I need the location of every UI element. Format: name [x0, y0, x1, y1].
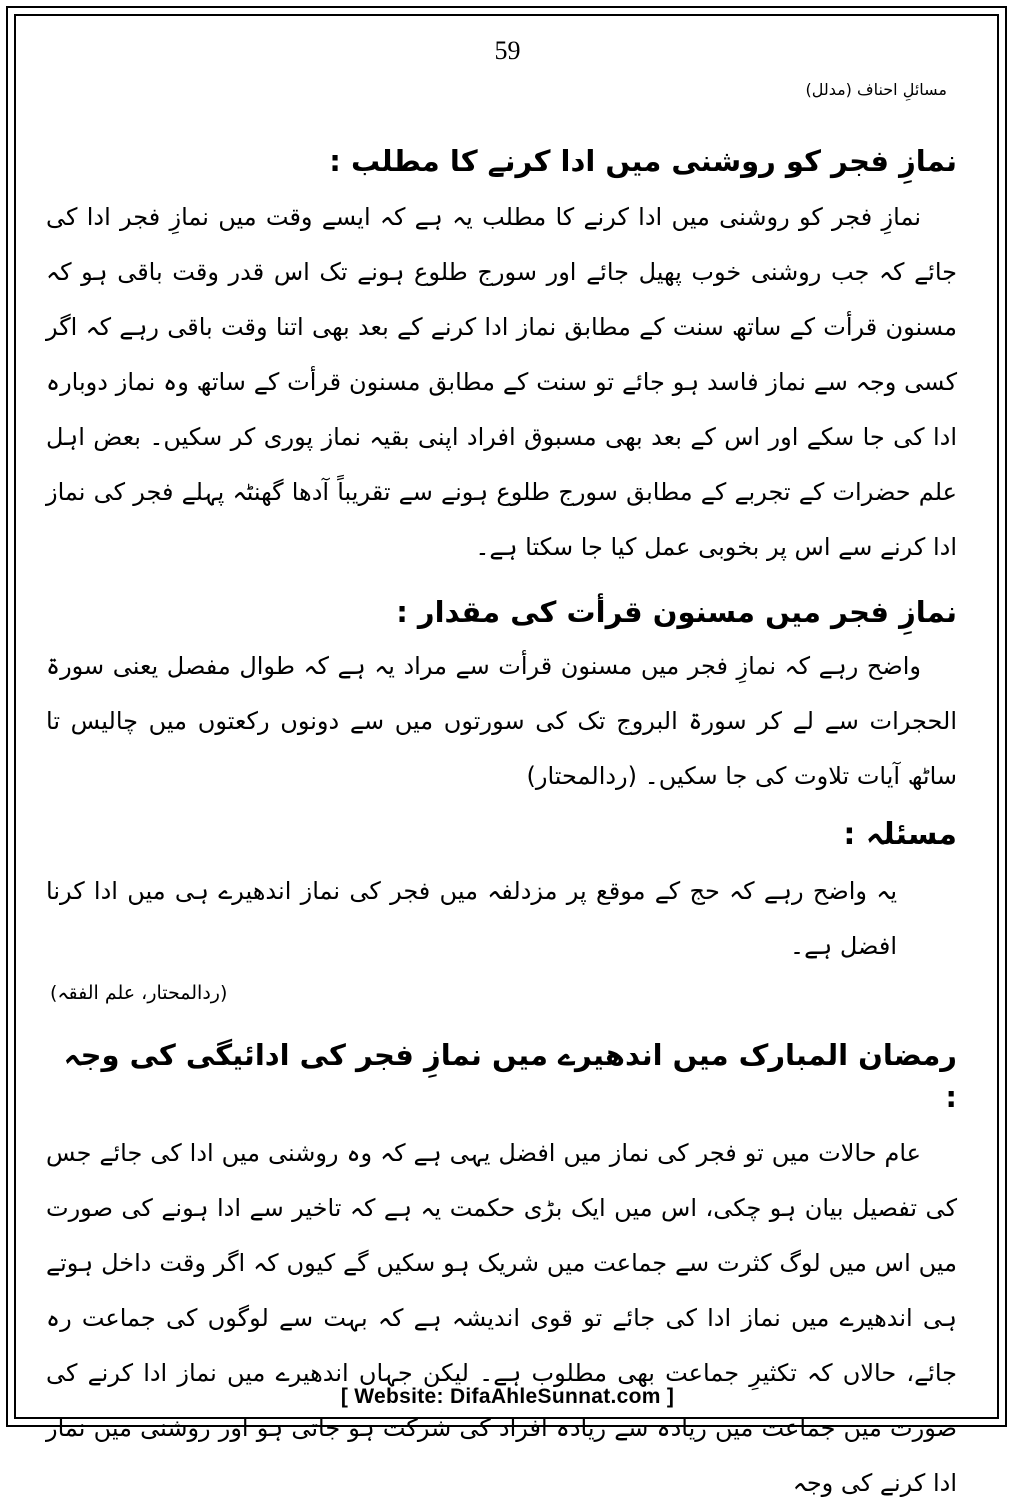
page-number: 59: [494, 36, 521, 65]
section-heading-ramadan-fajr: رمضان المبارک میں اندھیرے میں نمازِ فجر کی ادائیگی کی وجہ :: [63, 1038, 957, 1114]
citation-masala: (ردالمحتار، علم الفقہ): [50, 982, 228, 1004]
website-footer: [ Website: DifaAhleSunnat.com ]: [340, 1385, 675, 1408]
paragraph-fajr-meaning: نمازِ فجر کو روشنی میں ادا کرنے کا مطلب یہ ہے کہ ایسے وقت میں نمازِ فجر ادا کی جائے کہ جب روشنی خوب پھیل جائے اور سورج طلوع ہونے تک اس قدر وقت باقی ہو کہ مسنون قرأت کے ساتھ سنت کے مطابق نماز ادا کرنے کے بعد بھی اتنا وقت باقی رہے کہ اگر کسی وجہ سے نماز فاسد ہو جائے تو سنت کے مطابق مسنون قرأت کے ساتھ وہ نماز دوبارہ ادا کی جا سکے اور اس کے بعد بھی مسبوق افراد اپنی بقیہ نماز پوری کر سکیں۔ بعض اہل علم حضرات کے تجربے کے مطابق سورج طلوع ہونے سے تقریباً آدھا گھنٹہ پہلے فجر کی نماز ادا کرنے سے اس پر بخوبی عمل کیا جا سکتا ہے۔: [46, 203, 957, 561]
page-content: [46, 140, 957, 1511]
running-header: مسائلِ احناف (مدلل): [805, 80, 947, 99]
section-heading-fajr-meaning: نمازِ فجر کو روشنی میں ادا کرنے کا مطلب :: [329, 144, 957, 178]
paragraph-masala: یہ واضح رہے کہ حج کے موقع پر مزدلفہ میں فجر کی نماز اندھیرے ہی میں ادا کرنا افضل ہے۔: [46, 877, 897, 960]
section-heading-masala: مسئلہ :: [843, 817, 957, 852]
section-heading-recitation-amount: نمازِ فجر میں مسنون قرأت کی مقدار :: [396, 595, 957, 629]
paragraph-ramadan-fajr: عام حالات میں تو فجر کی نماز میں افضل یہی ہے کہ وہ روشنی میں ادا کی جائے جس کی تفصیل بیان ہو چکی، اس میں ایک بڑی حکمت یہ ہے کہ تاخیر سے ادا ہونے کی صورت میں اس میں لوگ کثرت سے جماعت میں شریک ہو سکیں گے کیوں کہ اگر وقت داخل ہوتے ہی اندھیرے میں نماز ادا کی جائے تو قوی اندیشہ ہے کہ بہت سے لوگوں کی جماعت رہ جائے، حالاں کہ تکثیرِ جماعت بھی مطلوب ہے۔ لیکن جہاں اندھیرے میں نماز ادا کرنے کی صورت میں جماعت میں زیادہ سے زیادہ افراد کی شرکت ہو جاتی ہو اور روشنی میں نماز ادا کرنے کی وجہ: [46, 1139, 957, 1497]
paragraph-recitation-amount: واضح رہے کہ نمازِ فجر میں مسنون قرأت سے مراد یہ ہے کہ طوال مفصل یعنی سورۃ الحجرات سے لے کر سورۃ البروج تک کی سورتوں میں سے دونوں رکعتوں میں چالیس تا ساٹھ آیات تلاوت کی جا سکیں۔ (ردالمحتار): [46, 652, 957, 790]
